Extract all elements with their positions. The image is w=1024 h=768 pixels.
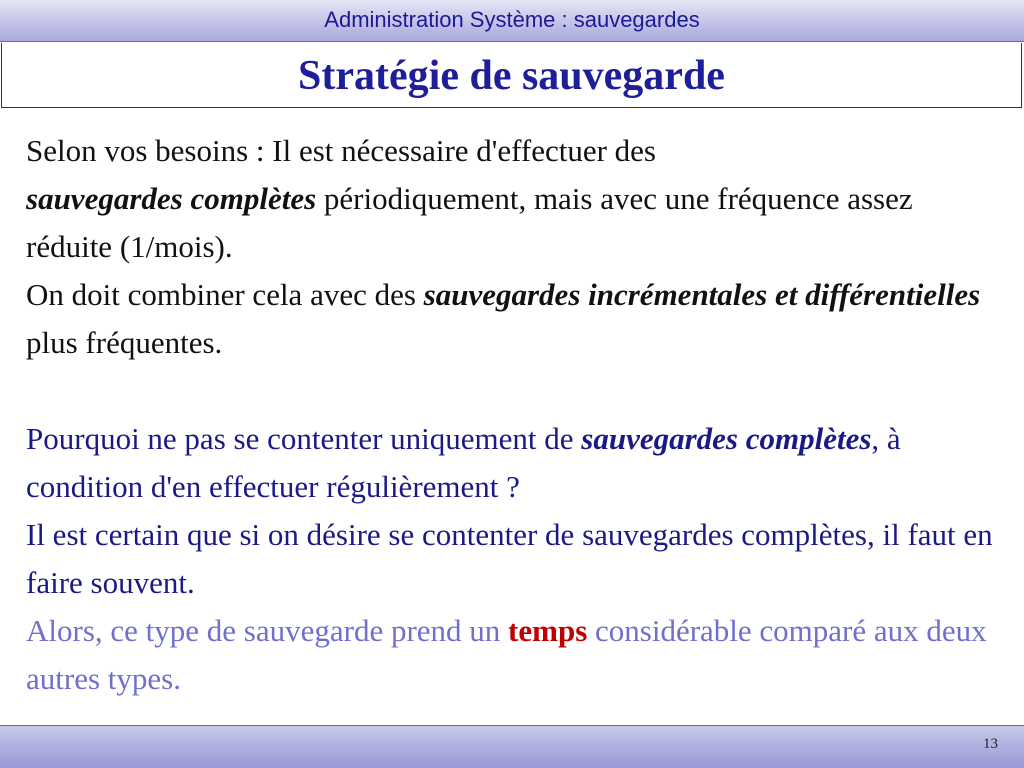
paragraph-conclusion — [26, 607, 996, 703]
footer-band — [0, 725, 1024, 768]
spacer — [26, 367, 996, 415]
text-run: Selon vos besoins : Il est nécessaire d'effectuer des — [26, 133, 656, 168]
slide-body — [26, 127, 996, 703]
slide-title: Stratégie de sauvegarde — [298, 53, 725, 99]
text-run: considérable comparé aux deux autres types. — [26, 613, 987, 696]
text-run: Pourquoi ne pas se contenter uniquement de — [26, 421, 582, 456]
header-band — [0, 0, 1024, 42]
paragraph-full-backup — [26, 127, 996, 271]
paragraph-question — [26, 415, 996, 511]
text-run: Alors, ce type de sauvegarde prend un — [26, 613, 509, 648]
emphasis-time: temps — [508, 613, 588, 648]
paragraph-answer: Il est certain que si on désire se contenter de sauvegardes complètes, il faut en faire souvent. — [26, 517, 993, 600]
text-run: , à condition d'en effectuer régulièrement ? — [26, 421, 901, 504]
emphasis-full-backups: sauvegardes complètes — [26, 181, 317, 216]
text-run: périodiquement, mais avec une fréquence assez réduite (1/mois). — [26, 181, 913, 264]
emphasis-full-backups: sauvegardes complètes — [581, 421, 872, 456]
page-number: 13 — [983, 736, 998, 752]
paragraph-combine — [26, 271, 996, 367]
presentation-title: Administration Système : sauvegardes — [324, 7, 700, 32]
text-run: On doit combiner cela avec des — [26, 277, 424, 312]
text-run: plus fréquentes. — [26, 325, 223, 360]
emphasis-incremental-differential: sauvegardes incrémentales et différentielles — [423, 277, 981, 312]
slide-title-box — [1, 43, 1022, 108]
